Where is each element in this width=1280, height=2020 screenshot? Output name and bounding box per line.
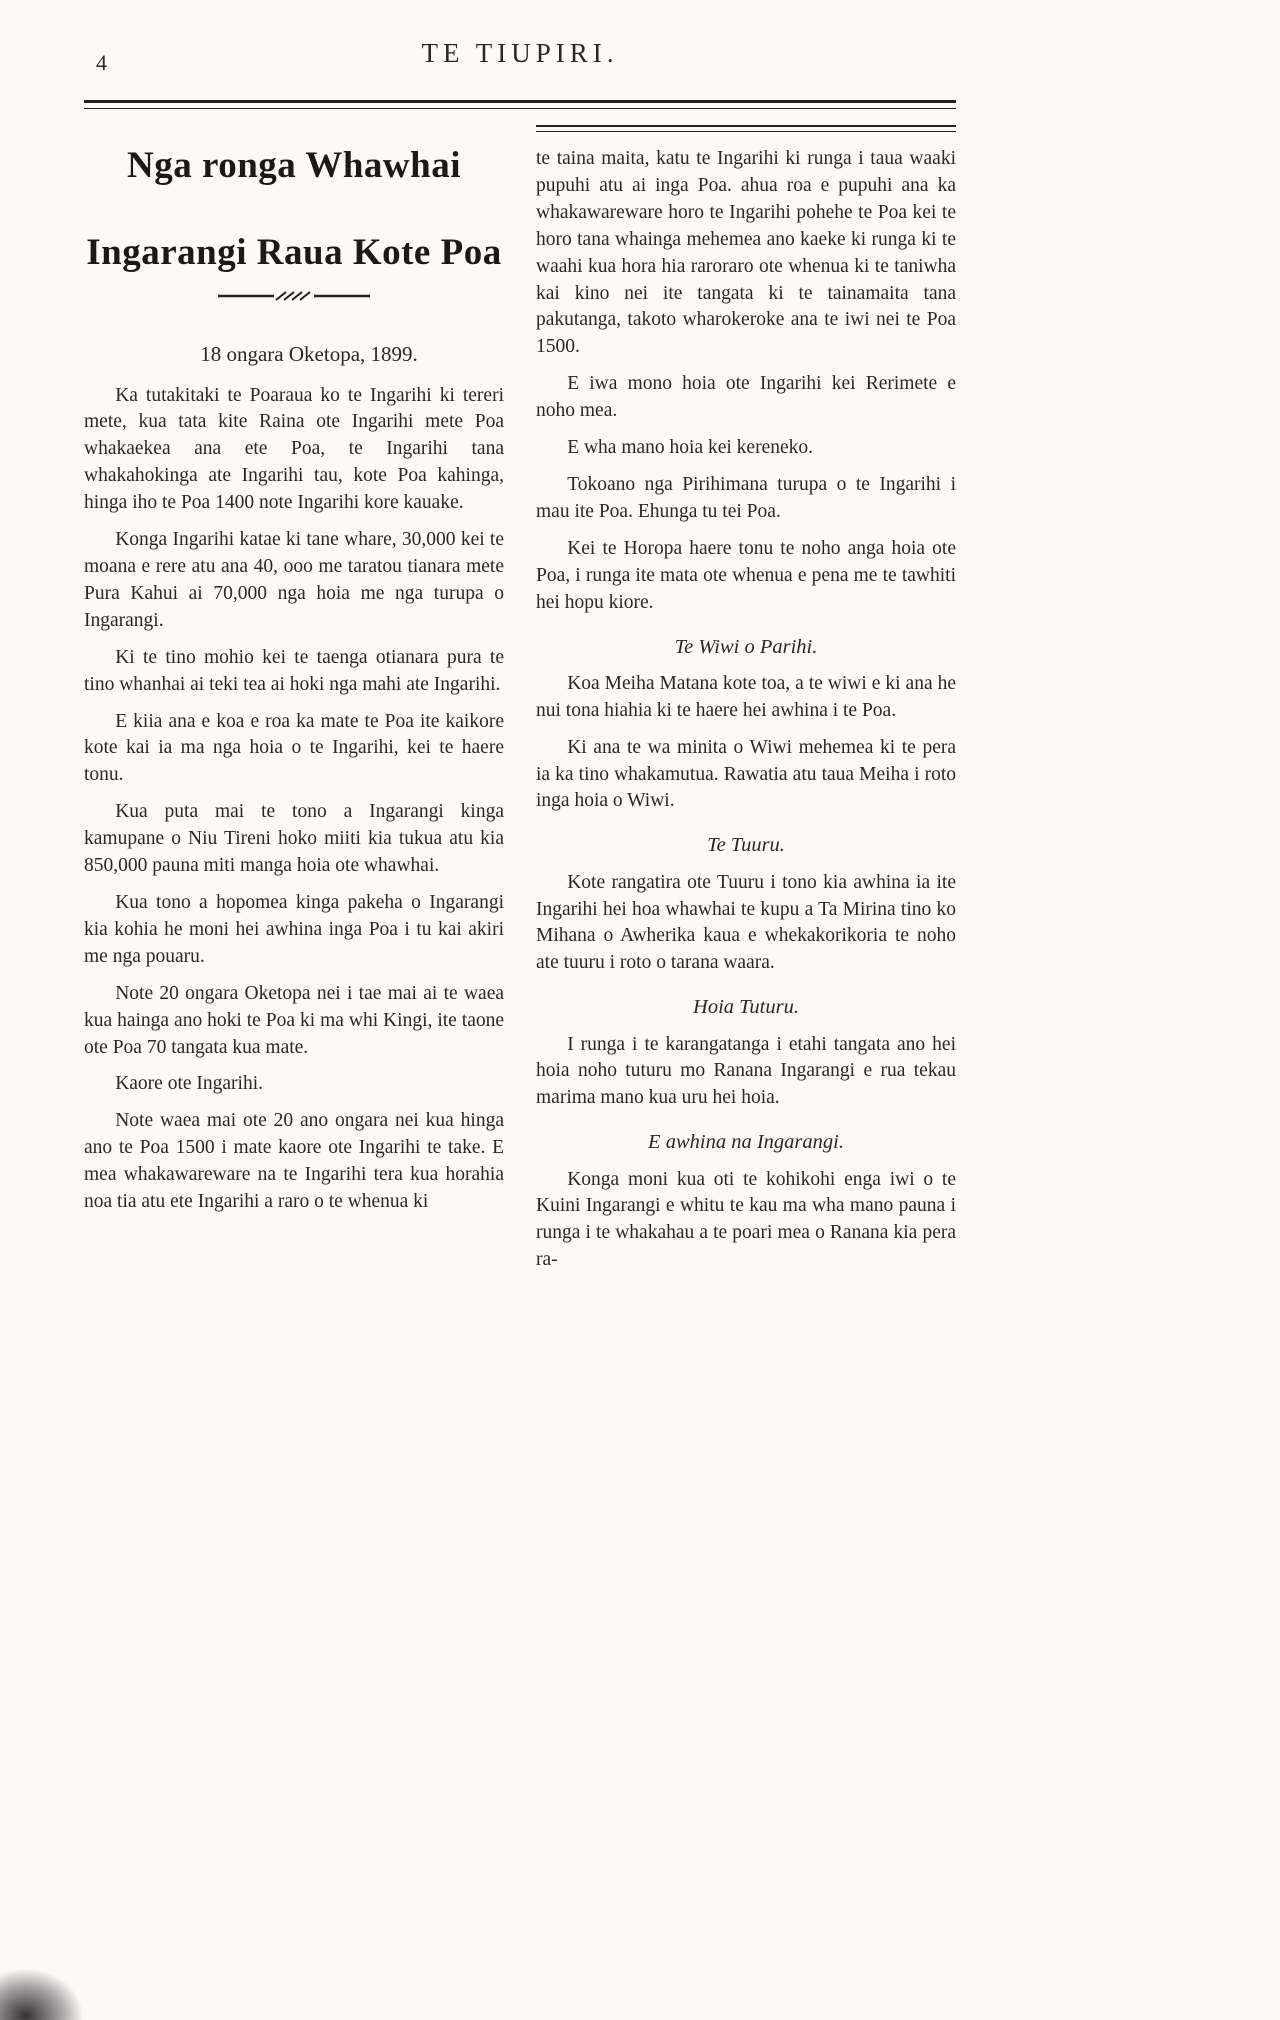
headline-line-2: Ingarangi Raua Kote Poa <box>86 231 502 273</box>
paragraph: Konga Ingarihi katae ki tane whare, 30,000 kei te moana e rere atu ana 40, ooo me taratou tianara mete Pura Kahui ai 70,000 nga hoia me nga turupa o Ingarangi. <box>84 529 504 631</box>
paragraph: te taina maita, katu te Ingarihi ki runga i taua waaki pupuhi atu ai inga Poa. ahua roa e pupuhi ana ka whakawareware horo te Ingarihi pohehe te Poa kei te horo tana whainga mehemea ano kaeke ki runga ki te waahi kua hora hia raroraro ote whenua ki te taniwha kai kino nei ite tangata ki te tainamaita tana pakutanga, takoto wharokeroke ana te iwi nei te Poa 1500. <box>536 148 956 358</box>
column-left <box>84 123 504 1284</box>
section-heading: E awhina na Ingarangi. <box>648 1131 844 1154</box>
paragraph: E wha mano hoia kei kereneko. <box>567 437 814 459</box>
paragraph: Kaore ote Ingarihi. <box>115 1073 263 1095</box>
paragraph: Ka tutakitaki te Poaraua ko te Ingarihi ki tereri mete, kua tata kite Raina ote Ingarihi mete Poa whakaekea ana ete Poa, te Ingarihi tana whakahokinga ate Ingarihi tau, kote Poa kahinga, hinga iho te Poa 1400 note Ingarihi kore kauake. <box>84 384 504 514</box>
paragraph: Ki te tino mohio kei te taenga otianara pura te tino whanhai ai teki tea ai hoki nga mahi ate Ingarihi. <box>84 646 504 695</box>
paragraph: Koa Meiha Matana kote toa, a te wiwi e ki ana he nui tona hiahia ki te haere hei awhina i te Poa. <box>536 672 956 721</box>
section-heading: Te Tuuru. <box>707 834 785 857</box>
masthead: TE TIUPIRI. <box>421 38 619 68</box>
scan-smudge <box>0 1968 84 2020</box>
headline-divider-icon <box>84 287 504 314</box>
printed-area <box>84 28 956 1284</box>
paragraph: E iwa mono hoia ote Ingarihi kei Rerimete e noho mea. <box>536 373 956 422</box>
paragraph: Note waea mai ote 20 ano ongara nei kua hinga ano te Poa 1500 i mate kaore ote Ingarihi te take. E mea whakawareware na te Ingarihi tera kua horahia noa tia atu ete Ingarihi a raro o te whenua ki <box>84 1110 504 1213</box>
paragraph: E kiia ana e koa e roa ka mate te Poa ite kaikore kote kai ia ma nga hoia o te Ingarihi, kei te haere tonu. <box>84 710 504 786</box>
paragraph: Ki ana te wa minita o Wiwi mehemea ki te pera ia ka tino whakamutua. Rawatia atu taua Meiha i roto inga hoia o Wiwi. <box>536 736 956 812</box>
paragraph: Tokoano nga Pirihimana turupa o te Ingarihi i mau ite Poa. Ehunga tu tei Poa. <box>536 473 956 522</box>
paragraph: Kote rangatira ote Tuuru i tono kia awhina ia ite Ingarihi hei hoa whawhai te kupu a Ta Mirina tino ko Mihana o Awherika kaua e whekakorikoria te noho ate tuuru i roto o tarana waara. <box>536 871 956 974</box>
right-column-rule <box>536 125 956 132</box>
article-columns <box>84 123 956 1284</box>
page-header <box>84 38 956 92</box>
paragraph: Note 20 ongara Oketopa nei i tae mai ai te waea kua hainga ano hoki te Poa ki ma whi Kingi, ite taone ote Poa 70 tangata kua mate. <box>84 982 504 1058</box>
section-heading: Te Wiwi o Parihi. <box>674 635 818 658</box>
paragraph: Kua puta mai te tono a Ingarangi kinga kamupane o Niu Tireni hoko miiti kia tukua atu kia 850,000 pauna miti manga hoia ote whawhai. <box>84 801 504 877</box>
paragraph: Konga moni kua oti te kohikohi enga iwi o te Kuini Ingarangi e whitu te kau ma wha mano pauna i runga i te whakahau a te poari mea o Ranana kia pera ra- <box>536 1168 956 1271</box>
paragraph: Kei te Horopa haere tonu te noho anga hoia ote Poa, i runga ite mata ote whenua e pena me te tawhiti hei hopu kiore. <box>536 537 956 613</box>
dateline: 18 ongara Oketopa, 1899. <box>200 341 418 366</box>
page-number: 4 <box>96 50 107 75</box>
headline-line-1: Nga ronga Whawhai <box>126 145 462 186</box>
section-heading: Hoia Tuturu. <box>693 996 799 1019</box>
paragraph: Kua tono a hopomea kinga pakeha o Ingarangi kia kohia he moni hei awhina inga Poa i tu kai akiri me nga pouaru. <box>84 891 504 967</box>
header-rule <box>84 100 956 109</box>
paragraph: I runga i te karangatanga i etahi tangata ano hei hoia noho tuturu mo Ranana Ingarangi e rua tekau marima mano kua uru hei hoia. <box>536 1033 956 1109</box>
article-headline <box>84 147 504 273</box>
column-right <box>536 123 956 1284</box>
